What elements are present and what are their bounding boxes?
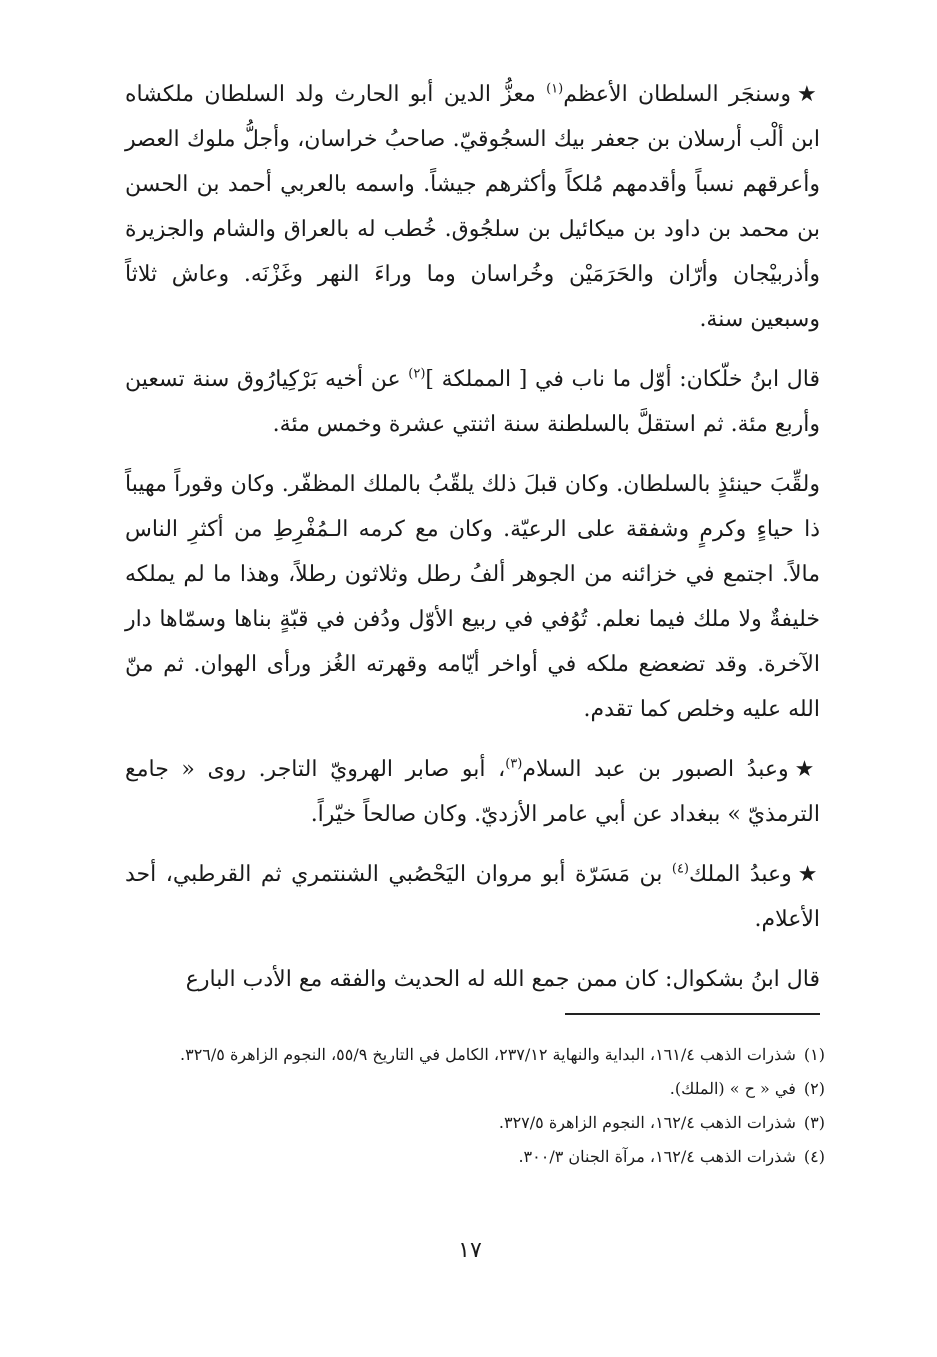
footnote-separator <box>565 1013 820 1015</box>
text-run: قال ابنُ خلّكان: أوّل ما ناب في [ المملكة ] <box>425 367 820 392</box>
paragraph-sultan-title <box>125 462 820 732</box>
footnote-4 <box>125 1142 825 1172</box>
text-run: وعبدُ الملك <box>689 862 792 887</box>
footnote-3 <box>125 1108 825 1138</box>
paragraph-abd-al-sabur <box>125 747 820 837</box>
entry-star: ★ <box>797 862 820 887</box>
footnote-ref[interactable]: (٤) <box>671 861 689 877</box>
entry-star: ★ <box>794 757 820 782</box>
footnote-number: (٢) <box>803 1079 825 1098</box>
footnote-text: في « ح » (الملك). <box>669 1079 796 1098</box>
footnote-text: شذرات الذهب ١٦٢/٤، مرآة الجنان ٣٠٠/٣. <box>518 1147 796 1166</box>
text-run: وعبدُ الصبور بن عبد السلام <box>522 757 789 782</box>
page-number: ١٧ <box>458 1238 482 1263</box>
paragraph-sanjar <box>125 72 820 342</box>
footnote-number: (٣) <box>803 1113 825 1132</box>
footnote-1 <box>125 1040 825 1070</box>
footnote-2 <box>125 1074 825 1104</box>
footnote-text: شذرات الذهب ١٦١/٤، البداية والنهاية ٢٣٧/١٢، الكامل في التاريخ ٥٥/٩، النجوم الزاهرة ٣٢٦/٥. <box>180 1045 796 1064</box>
footnote-number: (٤) <box>803 1147 825 1166</box>
text-run: وسنجَر السلطان الأعظم <box>563 82 791 107</box>
footnote-number: (١) <box>803 1045 825 1064</box>
footnotes <box>125 1040 825 1176</box>
footnote-ref[interactable]: (٢) <box>408 366 426 382</box>
text-run: ولقِّبَ حينئذٍ بالسلطان. وكان قبلَ ذلك يلقّبُ بالملك المظفّر. وكان وقوراً مهيباً ذا حياءٍ وكرمٍ وشفقة على الرعيّة. وكان مع كرمه الـمُفْرِطِ من أكثرِ الناس مالاً. اجتمع في خزائنه من الجوهر ألفُ رطل وثلاثون رطلاً، وهذا ما لم يملكه خليفةٌ ولا ملك فيما نعلم. تُوُفي في ربيع الأوّل ودُفن في قبّةٍ بناها وسمّاها دار الآخرة. وقد تضعضع ملكه في أواخر أيّامه وقهرته الغُز ورأى الهوان. ثم منّ الله عليه وخلص كما تقدم. <box>125 472 820 722</box>
footnote-ref[interactable]: (١) <box>546 81 564 97</box>
text-run: بن مَسَرّة أبو مروان اليَحْصُبي الشنتمري ثم القرطبي، أحد الأعلام. <box>125 862 820 932</box>
footnote-ref[interactable]: (٣) <box>505 756 523 772</box>
paragraph-abd-al-malik <box>125 852 820 942</box>
paragraph-ibn-khallikan <box>125 357 820 447</box>
text-run: معزُّ الدين أبو الحارث ولد السلطان ملكشاه ابن ألْب أرسلان بن جعفر بيك السجُوقيّ. صاحبُ خراسان، وأجلُّ ملوك العصر وأعرقهم نسباً وأقدمهم مُلكاً وأكثرهم جيشاً. واسمه بالعربي أحمد بن الحسن بن محمد بن داود بن ميكائيل بن سلجُوق. خُطب له بالعراق والشام والجزيرة وأذربيْجان وأرّان والحَرَمَيْن وخُراسان وما وراءَ النهر وغَزْنَه. وعاش ثلاثاً وسبعين سنة. <box>125 82 820 332</box>
text-run: عن أخيه بَرْكِيارُوق سنة تسعين وأربع مئة. ثم استقلَّ بالسلطنة سنة اثنتي عشرة وخمس مئة. <box>125 367 820 437</box>
text-run: قال ابنُ بشكوال: كان ممن جمع الله له الحديث والفقه مع الأدب البارع <box>185 967 820 992</box>
entry-star: ★ <box>796 82 820 107</box>
paragraph-ibn-bashkuwal <box>125 957 820 1002</box>
text-run: ، أبو صابر الهرويّ التاجر. روى « جامع الترمذيّ » ببغداد عن أبي عامر الأزديّ. وكان صالحاً خيّراً. <box>125 757 820 827</box>
main-text <box>125 72 820 1002</box>
footnote-text: شذرات الذهب ١٦٢/٤، النجوم الزاهرة ٣٢٧/٥. <box>498 1113 796 1132</box>
